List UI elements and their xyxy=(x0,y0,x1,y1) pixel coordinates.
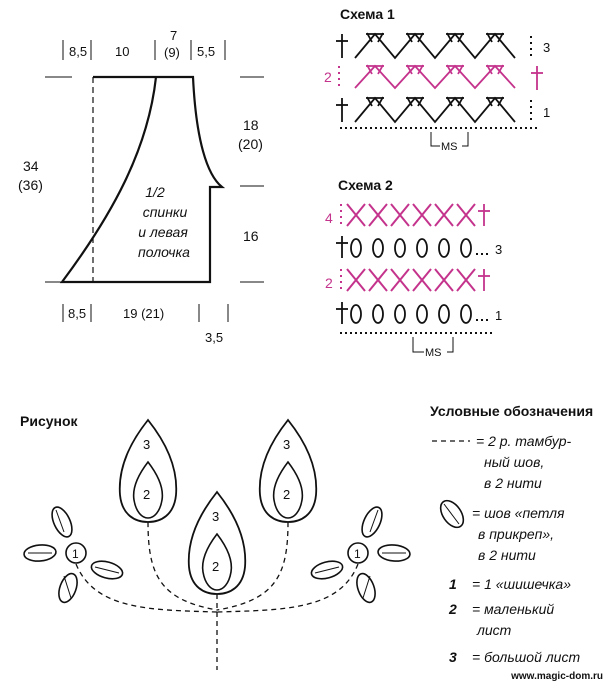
big-leaf-left xyxy=(120,420,177,522)
scheme-1-row-3 xyxy=(336,33,550,58)
flower-right-num: 1 xyxy=(354,547,361,561)
bottom-dim-1: 8,5 xyxy=(68,306,87,321)
piece-label-1: 1/2 xyxy=(145,184,165,200)
scheme-1-title: Схема 1 xyxy=(340,6,395,22)
top-dim-3a: 7 xyxy=(170,28,178,43)
pattern-piece xyxy=(18,28,264,345)
scheme-2-title: Схема 2 xyxy=(338,177,393,193)
legend-item3-text: = 1 «шишечка» xyxy=(472,576,571,592)
top-dim-4: 5,5 xyxy=(197,44,216,59)
scheme-2-row-2 xyxy=(325,269,490,291)
watermark: www.magic-dom.ru xyxy=(511,671,603,682)
scheme-2-row-2-num: 2 xyxy=(325,275,333,291)
legend-item4-num: 2 xyxy=(449,601,457,617)
scheme-1-row-2 xyxy=(324,65,543,90)
scheme-1-ms: MS xyxy=(441,141,458,153)
scheme-2-row-3-num: 3 xyxy=(495,242,503,257)
big-leaf-center-num: 3 xyxy=(212,509,220,524)
scheme-2-row-4-num: 4 xyxy=(325,210,333,226)
legend-item5-text: = большой лист xyxy=(472,649,581,665)
small-leaf-right-num: 2 xyxy=(283,487,291,502)
legend-item2-line2: в прикреп», xyxy=(478,526,555,542)
legend-title: Условные обозначения xyxy=(430,403,594,419)
small-leaf-left-num: 2 xyxy=(143,487,151,502)
scheme-2-row-4 xyxy=(325,204,490,226)
legend-item2-line1: = шов «петля xyxy=(472,505,565,521)
legend xyxy=(430,403,593,665)
piece-label-2: спинки xyxy=(142,204,188,220)
leaf-stitch-icon xyxy=(436,497,468,532)
scheme-2-row-1-num: 1 xyxy=(495,308,503,323)
flower-left xyxy=(23,504,124,605)
top-dim-2: 10 xyxy=(115,44,130,59)
scheme-1-row-2-num: 2 xyxy=(324,69,332,85)
big-leaf-left-num: 3 xyxy=(143,437,151,452)
flower-right xyxy=(309,504,410,605)
big-leaf-right xyxy=(260,420,317,522)
flower-left-num: 1 xyxy=(72,547,79,561)
bottom-dim-2: 19 (21) xyxy=(123,306,165,321)
right-dim-upper-b: (20) xyxy=(238,136,263,152)
small-leaf-center-num: 2 xyxy=(212,559,220,574)
scheme-2-row-3 xyxy=(336,236,502,258)
legend-item3-num: 1 xyxy=(449,576,457,592)
left-dim-b: (36) xyxy=(18,177,43,193)
drawing-title: Рисунок xyxy=(20,413,78,429)
scheme-1-row-3-num: 3 xyxy=(543,40,551,55)
legend-item2-line3: в 2 нити xyxy=(478,547,536,563)
legend-item5-num: 3 xyxy=(449,649,457,665)
legend-item1-line2: ный шов, xyxy=(484,454,545,470)
left-dim-a: 34 xyxy=(23,158,39,174)
embroidery-drawing xyxy=(20,413,411,670)
piece-label-3: и левая xyxy=(138,224,188,240)
big-leaf-right-num: 3 xyxy=(283,437,291,452)
top-dim-3b: (9) xyxy=(164,45,180,60)
scheme-1-row-1-num: 1 xyxy=(543,105,551,120)
right-dim-lower: 16 xyxy=(243,228,259,244)
bottom-dim-3: 3,5 xyxy=(205,330,224,345)
legend-item1-line3: в 2 нити xyxy=(484,475,542,491)
scheme-2-ms: MS xyxy=(425,347,442,359)
right-dim-upper-a: 18 xyxy=(243,117,259,133)
big-leaf-center xyxy=(189,492,246,594)
legend-item1-line1: = 2 р. тамбур- xyxy=(476,433,572,449)
legend-item4-line2: лист xyxy=(477,622,512,638)
scheme-1-row-1 xyxy=(336,97,550,122)
top-dim-1: 8,5 xyxy=(69,44,88,59)
piece-label-4: полочка xyxy=(138,244,190,260)
scheme-1 xyxy=(324,6,550,153)
scheme-2-row-1 xyxy=(336,302,502,324)
legend-item4-line1: = маленький xyxy=(472,601,555,617)
scheme-2 xyxy=(325,177,502,359)
